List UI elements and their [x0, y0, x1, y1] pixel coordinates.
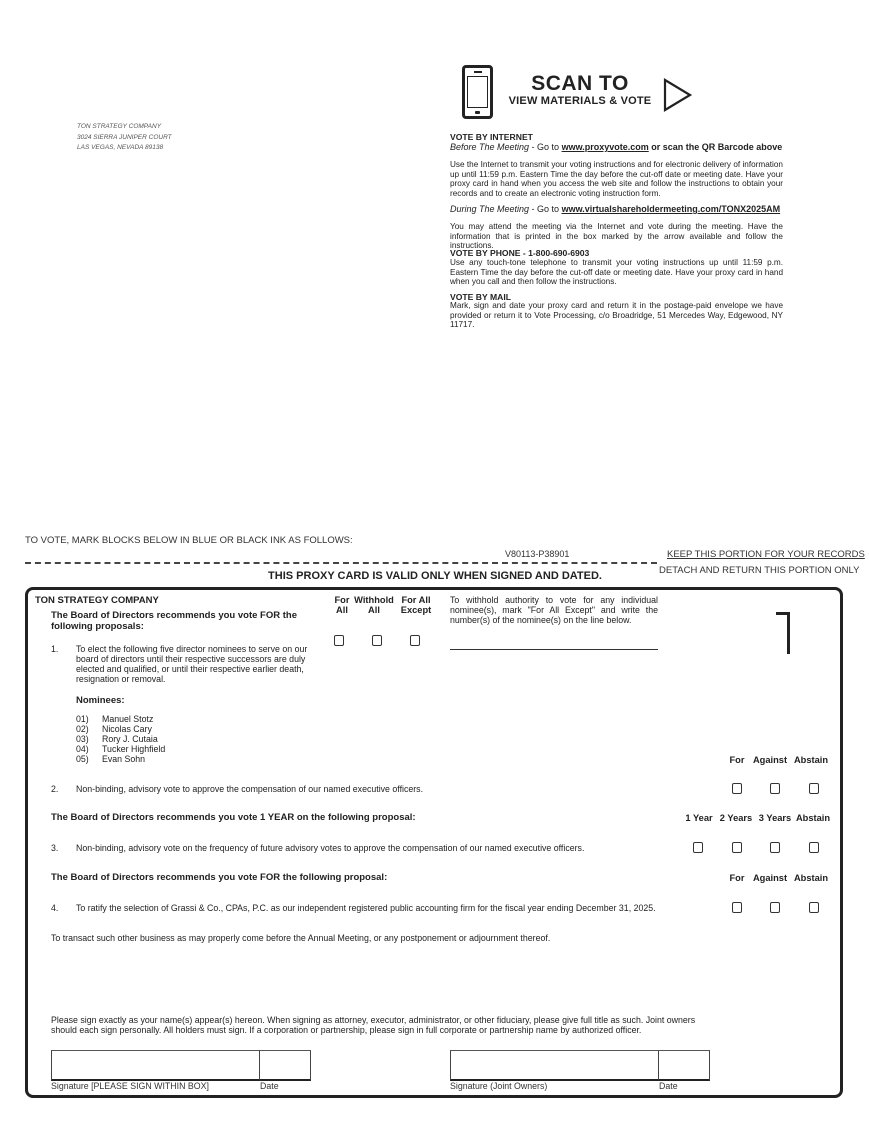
qr-instruction: or scan the QR Barcode above	[648, 142, 783, 152]
proposal-2-text: Non-binding, advisory vote to approve the compensation of our named executive officers.	[76, 784, 424, 794]
proposal-2-abstain-checkbox[interactable]	[809, 783, 819, 794]
nominee-number: 03)	[76, 734, 89, 744]
col-against: Against	[752, 755, 788, 765]
internet-body: Use the Internet to transmit your voting instructions and for electronic delivery of information up until 11:59 p.m. Eastern Time the day before the cut-off date or meeting date. Have your proxy card in hand when you access the web site and follow the instructions to obtain your records and to create an electronic voting instruction form.	[450, 160, 783, 198]
detach-line	[25, 562, 657, 564]
board-recommendation-3: The Board of Directors recommends you vote FOR the following proposal:	[51, 872, 388, 883]
signing-instructions: Please sign exactly as your name(s) appear(s) hereon. When signing as attorney, executor, administrator, or other fiduciary, please give full title as such. Joint owners should each sign personally. All holders must sign. If a corporation or partnership, please sign in full corporate or partnership name by authorized officer.	[51, 1015, 696, 1035]
nominee-name: Manuel Stotz	[102, 714, 154, 724]
col-against: Against	[752, 873, 788, 883]
col-2-years: 2 Years	[719, 813, 753, 823]
col-for: For	[729, 873, 745, 883]
joint-date-label: Date	[659, 1081, 678, 1091]
col-abstain: Abstain	[793, 873, 829, 883]
for-all-checkbox[interactable]	[334, 635, 344, 646]
control-box-corner	[787, 612, 790, 654]
other-business: To transact such other business as may properly come before the Annual Meeting, or any postponement or adjournment thereof.	[51, 933, 551, 943]
proposal-2-number: 2.	[51, 784, 59, 794]
nominee-number-line[interactable]	[450, 649, 658, 650]
internet-during-body: You may attend the meeting via the Internet and vote during the meeting. Have the information that is printed in the box marked by the arrow available and follow the instructions.	[450, 222, 783, 251]
col-for-all: For All	[334, 595, 350, 615]
col-1-year: 1 Year	[685, 813, 713, 823]
internet-during-line	[450, 204, 783, 214]
proposal-1-number: 1.	[51, 644, 59, 654]
joint-date-box[interactable]	[659, 1050, 710, 1081]
virtual-meeting-link[interactable]: www.virtualshareholdermeeting.com/TONX2025AM	[561, 204, 781, 214]
proposal-3-number: 3.	[51, 843, 59, 853]
joint-signature-label: Signature (Joint Owners)	[450, 1081, 548, 1091]
scan-subtitle: VIEW MATERIALS & VOTE	[508, 95, 652, 107]
date-label: Date	[260, 1081, 279, 1091]
goto-text: - Go to	[529, 204, 562, 214]
proposal-3-abstain-checkbox[interactable]	[809, 842, 819, 853]
nominees-label: Nominees:	[76, 695, 125, 706]
proposal-3-2-years-checkbox[interactable]	[732, 842, 742, 853]
proposal-4-number: 4.	[51, 903, 59, 913]
mail-heading: VOTE BY MAIL	[450, 292, 511, 302]
mail-body: Mark, sign and date your proxy card and return it in the postage-paid envelope we have provided or return it to Vote Processing, c/o Broadridge, 51 Mercedes Way, Edgewood, NY 11717.	[450, 301, 783, 330]
proxyvote-link[interactable]: www.proxyvote.com	[561, 142, 649, 152]
date-box[interactable]	[260, 1050, 311, 1081]
internet-before-line	[450, 142, 783, 152]
control-number: V80113-P38901	[505, 549, 570, 559]
mark-instructions: TO VOTE, MARK BLOCKS BELOW IN BLUE OR BLACK INK AS FOLLOWS:	[25, 535, 353, 546]
proposal-3-text: Non-binding, advisory vote on the frequency of future advisory votes to approve the compensation of our named executive officers.	[76, 843, 585, 853]
arrow-right-icon	[663, 78, 693, 112]
signature-box[interactable]	[51, 1050, 260, 1081]
keep-portion-label: KEEP THIS PORTION FOR YOUR RECORDS	[667, 549, 865, 560]
col-for-all-except: For All Except	[400, 595, 432, 615]
nominee-number: 01)	[76, 714, 89, 724]
nominee-row	[76, 714, 165, 724]
card-company-name: TON STRATEGY COMPANY	[35, 595, 159, 606]
return-address-line: TON STRATEGY COMPANY	[77, 123, 162, 130]
col-for: For	[729, 755, 745, 765]
nominee-row	[76, 744, 165, 754]
proposal-3-1-year-checkbox[interactable]	[693, 842, 703, 853]
proposal-4-against-checkbox[interactable]	[770, 902, 780, 913]
proposal-4-for-checkbox[interactable]	[732, 902, 742, 913]
nominee-row	[76, 724, 165, 734]
during-meeting-label: During The Meeting	[450, 204, 530, 214]
nominee-list	[76, 714, 165, 764]
goto-text: - Go to	[529, 142, 562, 152]
nominee-number: 04)	[76, 744, 89, 754]
proposal-4-text: To ratify the selection of Grassi & Co., CPAs, P.C. as our independent registered public accounting firm for the fiscal year ending December 31, 2025.	[76, 903, 656, 913]
col-abstain: Abstain	[793, 755, 829, 765]
col-abstain: Abstain	[795, 813, 831, 823]
smartphone-icon	[462, 65, 493, 119]
nominee-name: Evan Sohn	[102, 754, 146, 764]
proposal-1-text: To elect the following five director nominees to serve on our board of directors until their respective successors are duly elected and qualified, or until their respective earlier death, resignation or removal.	[76, 644, 308, 684]
return-address-line: LAS VEGAS, NEVADA 89138	[77, 144, 164, 151]
nominee-row	[76, 734, 165, 744]
board-recommendation-2: The Board of Directors recommends you vote 1 YEAR on the following proposal:	[51, 812, 416, 823]
nominee-row	[76, 754, 165, 764]
joint-signature-box[interactable]	[450, 1050, 659, 1081]
nominee-number: 05)	[76, 754, 89, 764]
detach-portion-label: DETACH AND RETURN THIS PORTION ONLY	[659, 565, 860, 576]
return-address-line: 3024 SIERRA JUNIPER COURT	[77, 133, 172, 141]
proposal-3-3-years-checkbox[interactable]	[770, 842, 780, 853]
signature-label: Signature [PLEASE SIGN WITHIN BOX]	[51, 1081, 209, 1091]
nominee-name: Tucker Highfield	[102, 744, 166, 754]
return-address	[77, 122, 172, 154]
nominee-number: 02)	[76, 724, 89, 734]
valid-notice: THIS PROXY CARD IS VALID ONLY WHEN SIGNED AND DATED.	[268, 570, 602, 582]
withhold-instructions: To withhold authority to vote for any individual nominee(s), mark "For All Except" and write the number(s) of the nominee(s) on the line below.	[450, 595, 658, 626]
col-3-years: 3 Years	[758, 813, 792, 823]
scan-title: SCAN TO	[531, 72, 629, 95]
proposal-2-for-checkbox[interactable]	[732, 783, 742, 794]
withhold-all-checkbox[interactable]	[372, 635, 382, 646]
nominee-name: Rory J. Cutaia	[102, 734, 158, 744]
phone-body: Use any touch-tone telephone to transmit your voting instructions up until 11:59 p.m. Eastern Time the day before the cut-off date or meeting date. Have your proxy card in hand when you call and then follow the instructions.	[450, 258, 783, 287]
before-meeting-label: Before The Meeting	[450, 142, 530, 152]
proposal-2-against-checkbox[interactable]	[770, 783, 780, 794]
board-recommendation-1: The Board of Directors recommends you vote FOR the following proposals:	[51, 610, 297, 632]
proposal-4-abstain-checkbox[interactable]	[809, 902, 819, 913]
internet-heading: VOTE BY INTERNET	[450, 132, 533, 142]
for-all-except-checkbox[interactable]	[410, 635, 420, 646]
phone-heading: VOTE BY PHONE - 1-800-690-6903	[450, 248, 590, 258]
col-withhold-all: Withhold All	[354, 595, 394, 615]
nominee-name: Nicolas Cary	[102, 724, 152, 734]
